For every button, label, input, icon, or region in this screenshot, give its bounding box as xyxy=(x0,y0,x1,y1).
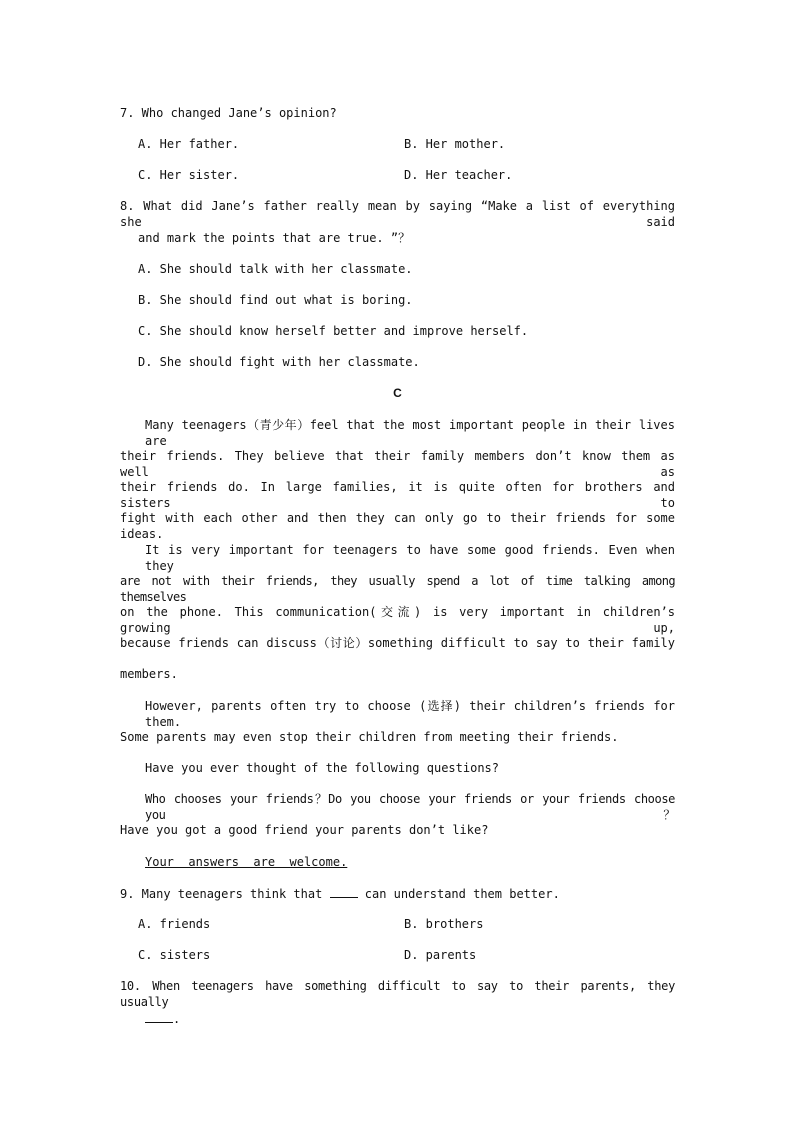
passage-p6: Your answers are welcome. xyxy=(145,855,348,869)
question-9-blank xyxy=(330,885,358,898)
passage-p4: Have you ever thought of the following questions? xyxy=(145,761,500,775)
passage-p1-line4: fight with each other and then they can only go to their friends for some ideas. xyxy=(120,511,675,541)
question-8-option-d: D. She should fight with her classmate. xyxy=(138,355,420,369)
question-9-stem-before: 9. Many teenagers think that xyxy=(120,887,330,901)
question-7-option-b: B. Her mother. xyxy=(404,137,506,151)
passage-p1-line3: their friends do. In large families, it is quite often for brothers and sisters to xyxy=(120,480,675,510)
passage-p2-line5: members. xyxy=(120,667,178,681)
passage-p2-line4: because friends can discuss（讨论）something difficult to say to their family xyxy=(120,636,675,650)
question-10-stem-line2 xyxy=(145,1010,180,1026)
question-9-option-c: C. sisters xyxy=(138,948,211,962)
question-8-stem-line2: and mark the points that are true. ”？ xyxy=(138,231,411,245)
passage-p2-line1: It is very important for teenagers to have some good friends. Even when they xyxy=(145,543,675,573)
question-8-option-a: A. She should talk with her classmate. xyxy=(138,262,413,276)
passage-p3-line2: Some parents may even stop their children from meeting their friends. xyxy=(120,730,619,744)
question-9-stem-after: can understand them better. xyxy=(357,887,560,901)
question-9-stem xyxy=(120,885,560,901)
question-8-stem-line1: 8. What did Jane’s father really mean by saying “Make a list of everything she said xyxy=(120,199,675,229)
question-9-option-d: D. parents xyxy=(404,948,477,962)
question-7-option-d: D. Her teacher. xyxy=(404,168,513,182)
passage-p3-line1: However, parents often try to choose (选择) their children’s friends for them. xyxy=(145,699,675,729)
question-7-option-c: C. Her sister. xyxy=(138,168,240,182)
question-10-blank xyxy=(145,1010,173,1023)
question-9-option-b: B. brothers xyxy=(404,917,484,931)
question-7-stem: 7. Who changed Jane’s opinion? xyxy=(120,106,337,120)
question-8-option-c: C. She should know herself better and improve herself. xyxy=(138,324,529,338)
section-title: C xyxy=(393,386,402,400)
passage-p5-line2: Have you got a good friend your parents don’t like? xyxy=(120,823,489,837)
passage-p2-line2: are not with their friends, they usually spend a lot of time talking among themselves xyxy=(120,574,675,604)
question-10-stem-end: . xyxy=(173,1012,181,1026)
passage-p2-line3: on the phone. This communication(交流) is very important in children’s growing up, xyxy=(120,605,675,635)
passage-p1-line2: their friends. They believe that their family members don’t know them as well as xyxy=(120,449,675,479)
question-10-stem-line1: 10. When teenagers have something difficult to say to their parents, they usually xyxy=(120,979,675,1009)
passage-p5-line1: Who chooses your friends？Do you choose your friends or your friends choose you？ xyxy=(145,792,675,822)
question-8-option-b: B. She should find out what is boring. xyxy=(138,293,413,307)
question-7-option-a: A. Her father. xyxy=(138,137,240,151)
passage-p1-line1: Many teenagers（青少年）feel that the most important people in their lives are xyxy=(145,418,675,448)
question-9-option-a: A. friends xyxy=(138,917,211,931)
